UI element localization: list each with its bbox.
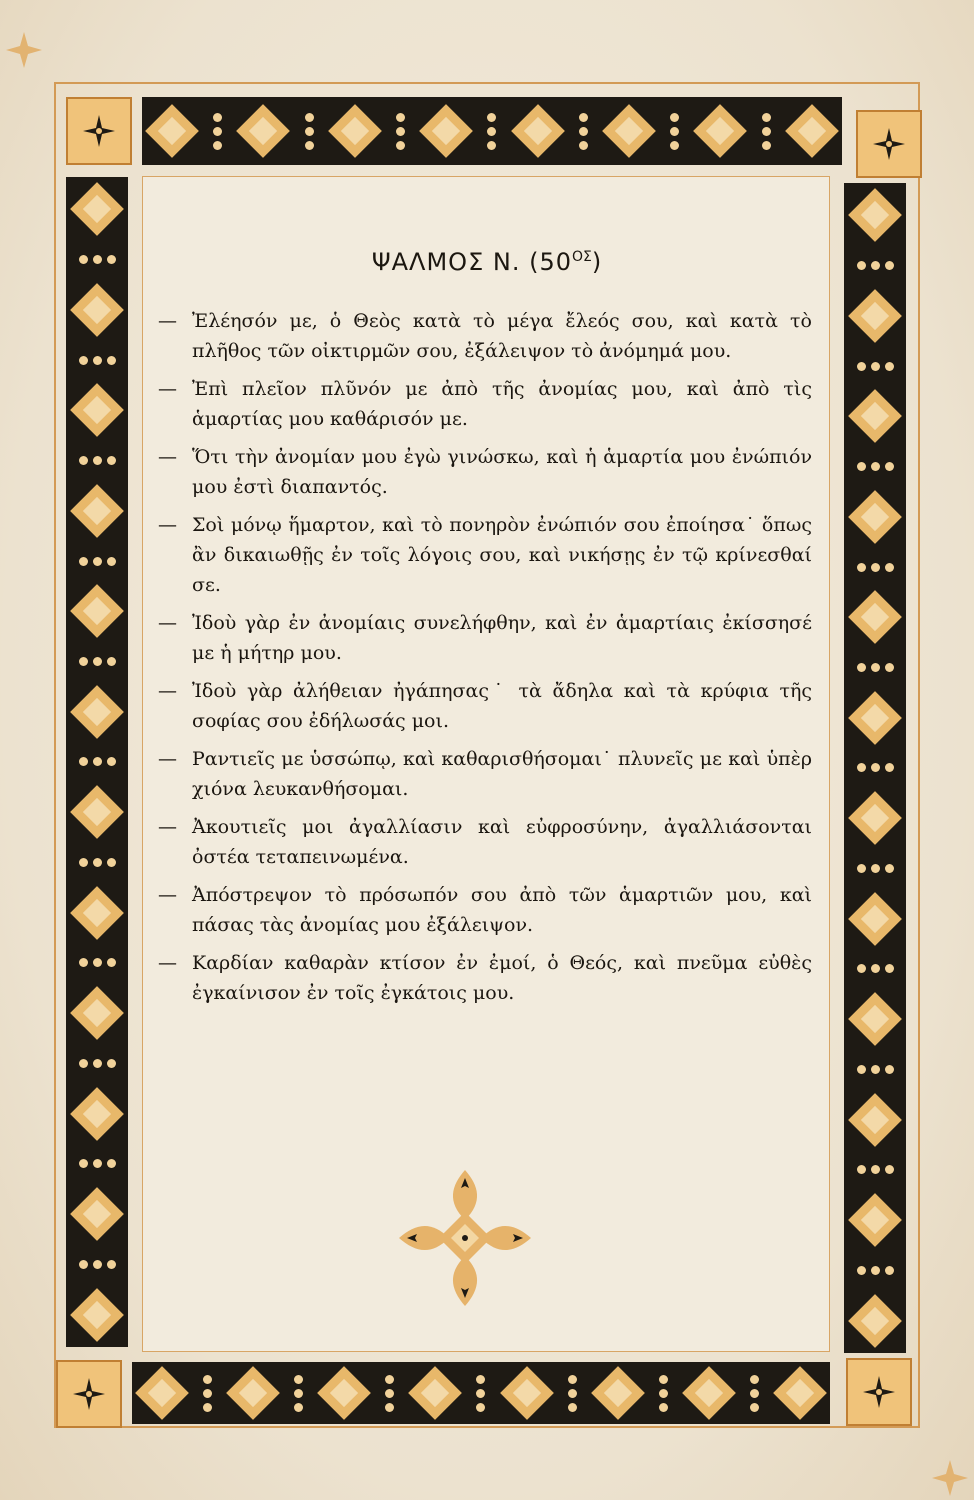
border-dots: [79, 456, 116, 465]
border-dot: [857, 462, 866, 471]
border-dot: [670, 113, 679, 122]
border-diamond: [135, 1366, 189, 1420]
border-dot: [385, 1403, 394, 1412]
border-diamond: [70, 1087, 124, 1141]
border-dot: [857, 763, 866, 772]
border-dot: [885, 1065, 894, 1074]
border-dot: [659, 1389, 668, 1398]
border-dots: [579, 113, 588, 150]
border-diamond: [602, 104, 656, 158]
verse-item: — Ραντιεῖς με ὑσσώπῳ, καὶ καθαρισθήσομαι˙ πλυνεῖς με καὶ ὑπὲρ χιόνα λευκανθήσομαι.: [158, 748, 812, 800]
border-diamond: [848, 389, 902, 443]
border-diamond: [70, 785, 124, 839]
border-dot: [579, 127, 588, 136]
border-dot: [79, 1260, 88, 1269]
border-diamond: [328, 104, 382, 158]
border-diamond: [500, 1366, 554, 1420]
border-diamond: [848, 1093, 902, 1147]
border-dot: [305, 113, 314, 122]
border-dot: [93, 858, 102, 867]
border-dot: [476, 1389, 485, 1398]
border-dot: [762, 127, 771, 136]
border-dot: [294, 1389, 303, 1398]
border-dot: [857, 864, 866, 873]
border-dot: [568, 1389, 577, 1398]
border-diamond: [848, 188, 902, 242]
border-diamond: [419, 104, 473, 158]
border-dot: [885, 1165, 894, 1174]
border-dot: [857, 1065, 866, 1074]
corner-tile-top-right: [856, 110, 922, 178]
border-dots: [857, 362, 894, 371]
border-dot: [79, 858, 88, 867]
verse-item: — Ἰδοὺ γὰρ ἀλήθειαν ἠγάπησας˙ τὰ ἄδηλα καὶ τὰ κρύφια τῆς σοφίας σου ἐδήλωσάς μοι.: [158, 680, 812, 732]
border-dot: [750, 1403, 759, 1412]
border-dot: [857, 1165, 866, 1174]
border-dot: [107, 1159, 116, 1168]
border-dot: [203, 1389, 212, 1398]
border-diamond: [70, 685, 124, 739]
border-diamond: [848, 289, 902, 343]
border-dot: [294, 1375, 303, 1384]
verse-item: — Σοὶ μόνῳ ἥμαρτον, καὶ τὸ πονηρὸν ἐνώπιόν σου ἐποίησα˙ ὅπως ἂν δικαιωθῇς ἐν τοῖς λόγοις σου, καὶ νικήσῃς ἐν τῷ κρίνεσθαί σε.: [158, 514, 812, 596]
cross-flower-icon: [79, 111, 119, 151]
border-dots: [79, 657, 116, 666]
border-dot: [79, 356, 88, 365]
border-dot: [871, 1266, 880, 1275]
page-title: [0, 248, 974, 276]
border-dot: [871, 362, 880, 371]
border-dots: [305, 113, 314, 150]
border-dots: [857, 964, 894, 973]
border-dot: [79, 757, 88, 766]
border-dot: [568, 1375, 577, 1384]
border-dots: [79, 356, 116, 365]
title-main: ΨΑΛΜΟΣ Ν.: [371, 248, 521, 276]
border-dot: [871, 663, 880, 672]
border-dots: [659, 1375, 668, 1412]
top-border-band: [142, 97, 842, 165]
border-dot: [107, 356, 116, 365]
corner-tile-top-left: [66, 97, 132, 165]
border-diamond: [70, 1187, 124, 1241]
border-dot: [385, 1375, 394, 1384]
border-diamond: [317, 1366, 371, 1420]
border-dots: [396, 113, 405, 150]
border-diamond: [773, 1366, 827, 1420]
cross-flower-icon: [69, 1374, 109, 1414]
border-dot: [871, 964, 880, 973]
border-dot: [93, 958, 102, 967]
border-diamond: [682, 1366, 736, 1420]
border-diamond: [848, 892, 902, 946]
verse-item: — Ὅτι τὴν ἀνομίαν μου ἐγὼ γινώσκω, καὶ ἡ ἁμαρτία μου ἐνώπιόν μου ἐστὶ διαπαντός.: [158, 446, 812, 498]
border-dot: [107, 456, 116, 465]
border-diamond: [70, 1288, 124, 1342]
border-dot: [213, 141, 222, 150]
border-dot: [107, 557, 116, 566]
border-dot: [79, 1159, 88, 1168]
corner-tile-bottom-right: [846, 1358, 912, 1426]
border-dot: [93, 456, 102, 465]
corner-tile-bottom-left: [56, 1360, 122, 1428]
border-dot: [871, 1065, 880, 1074]
border-dot: [670, 141, 679, 150]
border-dot: [579, 113, 588, 122]
border-dots: [857, 763, 894, 772]
border-dots: [79, 958, 116, 967]
border-dots: [385, 1375, 394, 1412]
border-dot: [750, 1375, 759, 1384]
border-dots: [79, 1059, 116, 1068]
border-dot: [885, 663, 894, 672]
verse-list: [158, 306, 812, 1016]
border-dots: [476, 1375, 485, 1412]
border-dots: [294, 1375, 303, 1412]
border-dots: [857, 1065, 894, 1074]
border-diamond: [237, 104, 291, 158]
border-dots: [750, 1375, 759, 1412]
cross-flower-icon: [859, 1372, 899, 1412]
border-dot: [857, 1266, 866, 1275]
border-dots: [487, 113, 496, 150]
border-dot: [93, 1059, 102, 1068]
border-dots: [670, 113, 679, 150]
border-dots: [857, 1165, 894, 1174]
border-diamond: [591, 1366, 645, 1420]
border-dots: [203, 1375, 212, 1412]
border-dots: [79, 1260, 116, 1269]
border-dot: [396, 127, 405, 136]
border-dot: [294, 1403, 303, 1412]
border-dot: [670, 127, 679, 136]
border-dots: [857, 462, 894, 471]
border-dot: [762, 113, 771, 122]
border-dots: [79, 757, 116, 766]
border-dot: [857, 663, 866, 672]
border-dot: [107, 757, 116, 766]
border-dot: [93, 757, 102, 766]
border-dot: [487, 141, 496, 150]
border-diamond: [70, 182, 124, 236]
border-dot: [396, 113, 405, 122]
border-dot: [750, 1389, 759, 1398]
border-diamond: [511, 104, 565, 158]
border-dots: [762, 113, 771, 150]
border-dot: [762, 141, 771, 150]
verse-item: — Ἀπόστρεψον τὸ πρόσωπόν σου ἀπὸ τῶν ἁμαρτιῶν μου, καὶ πάσας τὰς ἀνομίας μου ἐξάλειψον.: [158, 884, 812, 936]
border-diamond: [848, 1294, 902, 1348]
border-dots: [857, 864, 894, 873]
border-dots: [79, 858, 116, 867]
border-dot: [885, 563, 894, 572]
border-dot: [107, 858, 116, 867]
border-dot: [93, 1260, 102, 1269]
border-dot: [107, 958, 116, 967]
border-dot: [885, 1266, 894, 1275]
border-dot: [107, 1260, 116, 1269]
border-diamond: [226, 1366, 280, 1420]
border-dot: [871, 563, 880, 572]
border-dot: [871, 1165, 880, 1174]
border-diamond: [70, 986, 124, 1040]
border-dot: [213, 113, 222, 122]
border-dot: [385, 1389, 394, 1398]
border-dot: [305, 141, 314, 150]
border-dots: [79, 1159, 116, 1168]
verse-item: — Ἀκουτιεῖς μοι ἀγαλλίασιν καὶ εὐφροσύνην, ἀγαλλιάσονται ὀστέα τεταπεινωμένα.: [158, 816, 812, 868]
border-dot: [476, 1375, 485, 1384]
right-border-band: [844, 183, 906, 1353]
border-dot: [885, 362, 894, 371]
floral-cross-ornament-icon: [395, 1162, 535, 1314]
border-dot: [79, 958, 88, 967]
border-dot: [857, 964, 866, 973]
border-dot: [568, 1403, 577, 1412]
border-dot: [857, 362, 866, 371]
border-diamond: [145, 104, 199, 158]
border-dot: [487, 127, 496, 136]
border-diamond: [848, 590, 902, 644]
border-diamond: [848, 691, 902, 745]
border-dot: [885, 964, 894, 973]
border-dot: [79, 557, 88, 566]
border-dot: [659, 1375, 668, 1384]
border-dot: [857, 563, 866, 572]
border-dot: [79, 657, 88, 666]
title-number: $(50^{O\Sigma})$: [529, 248, 603, 276]
cross-flower-icon: [869, 124, 909, 164]
border-dots: [213, 113, 222, 150]
verse-item: — Ἐλέησόν με, ὁ Θεὸς κατὰ τὸ μέγα ἔλεός σου, καὶ κατὰ τὸ πλῆθος τῶν οἰκτιρμῶν σου, ἐξάλειψον τὸ ἀνόμημά μου.: [158, 310, 812, 362]
border-diamond: [70, 283, 124, 337]
border-dot: [203, 1403, 212, 1412]
border-dots: [79, 557, 116, 566]
border-dot: [476, 1403, 485, 1412]
border-dot: [79, 1059, 88, 1068]
border-diamond: [409, 1366, 463, 1420]
border-dot: [93, 557, 102, 566]
border-dot: [885, 763, 894, 772]
border-diamond: [848, 992, 902, 1046]
border-dot: [203, 1375, 212, 1384]
border-dots: [857, 563, 894, 572]
border-dots: [857, 663, 894, 672]
border-dot: [93, 1159, 102, 1168]
border-diamond: [70, 484, 124, 538]
border-dot: [885, 462, 894, 471]
border-diamond: [848, 1193, 902, 1247]
border-dot: [305, 127, 314, 136]
border-dot: [79, 456, 88, 465]
verse-item: — Ἰδοὺ γὰρ ἐν ἀνομίαις συνελήφθην, καὶ ἐν ἁμαρτίαις ἐκίσσησέ με ἡ μήτηρ μου.: [158, 612, 812, 664]
border-diamond: [70, 886, 124, 940]
border-dot: [871, 763, 880, 772]
border-diamond: [70, 383, 124, 437]
border-dot: [487, 113, 496, 122]
corner-flourish-icon: [930, 1458, 970, 1498]
border-diamond: [70, 584, 124, 638]
border-dot: [93, 657, 102, 666]
border-dot: [871, 864, 880, 873]
left-border-band: [66, 177, 128, 1347]
border-dots: [857, 1266, 894, 1275]
border-dot: [579, 141, 588, 150]
border-dot: [93, 356, 102, 365]
corner-flourish-icon: [4, 30, 44, 70]
border-diamond: [785, 104, 839, 158]
verse-item: — Ἐπὶ πλεῖον πλῦνόν με ἀπὸ τῆς ἀνομίας μου, καὶ ἀπὸ τὶς ἁμαρτίας μου καθάρισόν με.: [158, 378, 812, 430]
border-diamond: [848, 791, 902, 845]
border-dot: [871, 462, 880, 471]
border-dot: [213, 127, 222, 136]
border-diamond: [848, 490, 902, 544]
border-dot: [396, 141, 405, 150]
bottom-border-band: [132, 1362, 830, 1424]
border-dot: [659, 1403, 668, 1412]
border-dot: [107, 657, 116, 666]
border-diamond: [693, 104, 747, 158]
border-dots: [568, 1375, 577, 1412]
border-dot: [885, 864, 894, 873]
border-dot: [107, 1059, 116, 1068]
verse-item: — Καρδίαν καθαρὰν κτίσον ἐν ἐμοί, ὁ Θεός, καὶ πνεῦμα εὐθὲς ἐγκαίνισον ἐν τοῖς ἐγκάτοις μου.: [158, 952, 812, 1004]
